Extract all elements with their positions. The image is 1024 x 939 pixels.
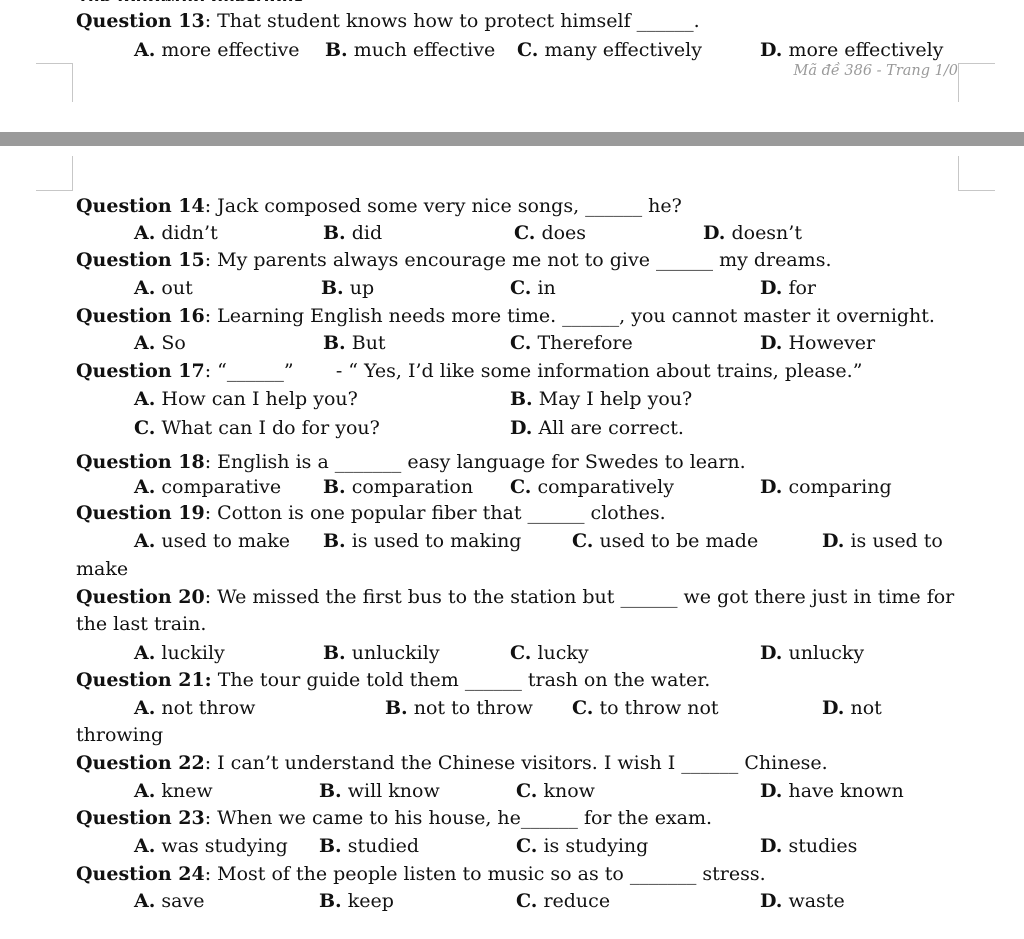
option-d: D. for <box>760 277 817 299</box>
question-label: Question 13 <box>76 10 205 32</box>
option-c: C. know <box>516 780 595 802</box>
question-stem: : English is a _______ easy language for Swedes to learn. <box>204 451 746 473</box>
option-c: C. lucky <box>510 642 589 664</box>
option-d: D. unlucky <box>760 642 865 664</box>
option-a: A. used to make <box>134 530 291 552</box>
question-label: Question 18 <box>76 451 205 473</box>
page-top <box>0 0 1024 132</box>
page-corner-mark <box>958 63 995 102</box>
page-break <box>0 132 1024 146</box>
question-stem: The tour guide told them ______ trash on the water. <box>211 669 711 691</box>
question-label: Question 24 <box>76 863 205 885</box>
option-c: C. is studying <box>516 835 649 857</box>
option-c: C. Therefore <box>510 332 633 354</box>
option-d: D. comparing <box>760 476 892 498</box>
page-corner-mark <box>36 63 73 102</box>
option-d: D. doesn’t <box>703 222 802 244</box>
question-17 <box>76 358 862 384</box>
option-b: B. comparation <box>323 476 474 498</box>
question-stem: : Jack composed some very nice songs, ______ he? <box>204 195 682 217</box>
option-c: C. reduce <box>516 890 611 912</box>
option-a: A. How can I help you? <box>134 388 358 410</box>
option-c: C. comparatively <box>510 476 674 498</box>
page-corner-mark <box>36 156 73 191</box>
question-23 <box>76 805 712 831</box>
option-c: C. What can I do for you? <box>134 417 380 439</box>
question-19 <box>76 500 666 526</box>
option-d: D. not <box>822 697 882 719</box>
cut-off-heading <box>80 0 640 1</box>
question-13 <box>76 8 700 34</box>
option-a: A. So <box>134 332 186 354</box>
option-c: C. to throw not <box>572 697 719 719</box>
option-b: B. not to throw <box>385 697 533 719</box>
question-stem: : Cotton is one popular fiber that ______ clothes. <box>204 502 666 524</box>
option-b: B. much effective <box>325 39 496 61</box>
option-d: D. However <box>760 332 876 354</box>
option-d: D. studies <box>760 835 858 857</box>
question-label: Question 23 <box>76 807 205 829</box>
question-label: Question 15 <box>76 249 205 271</box>
option-a: A. save <box>134 890 205 912</box>
option-b: B. studied <box>319 835 419 857</box>
question-label: Question 16 <box>76 305 205 327</box>
question-18 <box>76 449 746 475</box>
question-label: Question 17 <box>76 360 205 382</box>
option-a: A. was studying <box>134 835 288 857</box>
question-label: Question 21: <box>76 669 212 691</box>
option-d-continuation: throwing <box>76 724 164 746</box>
option-d: D. is used to <box>822 530 943 552</box>
option-a: A. out <box>134 277 193 299</box>
question-stem: : Most of the people listen to music so as to _______ stress. <box>204 863 766 885</box>
question-stem: : That student knows how to protect himself ______. <box>204 10 700 32</box>
question-label: Question 22 <box>76 752 205 774</box>
option-b: B. will know <box>319 780 440 802</box>
question-stem: : Learning English needs more time. ______, you cannot master it overnight. <box>204 305 935 327</box>
option-b: B. keep <box>319 890 394 912</box>
question-16 <box>76 303 935 329</box>
question-20 <box>76 584 954 610</box>
question-15 <box>76 247 831 273</box>
question-stem-line2: the last train. <box>76 613 207 635</box>
question-21 <box>76 667 710 693</box>
question-22 <box>76 750 828 776</box>
question-label: Question 19 <box>76 502 205 524</box>
option-b: B. May I help you? <box>510 388 693 410</box>
question-14 <box>76 193 682 219</box>
option-b: B. up <box>321 277 375 299</box>
option-a: A. more effective <box>134 39 300 61</box>
option-c: C. in <box>510 277 556 299</box>
page-footer: Mã đề 386 - Trang 1/0 <box>793 63 958 79</box>
question-24 <box>76 861 766 887</box>
option-b: B. But <box>323 332 386 354</box>
option-d-continuation: make <box>76 558 129 580</box>
question-stem: : We missed the first bus to the station but ______ we got there just in time for <box>204 586 955 608</box>
option-c: C. used to be made <box>572 530 759 552</box>
option-c: C. does <box>514 222 587 244</box>
page-corner-mark <box>958 156 995 191</box>
question-stem: : My parents always encourage me not to give ______ my dreams. <box>204 249 832 271</box>
option-a: A. comparative <box>134 476 282 498</box>
option-d: D. waste <box>760 890 845 912</box>
question-label: Question 20 <box>76 586 205 608</box>
question-label: Question 14 <box>76 195 205 217</box>
option-a: A. knew <box>134 780 213 802</box>
question-stem: : I can’t understand the Chinese visitors. I wish I ______ Chinese. <box>204 752 828 774</box>
option-b: B. is used to making <box>323 530 522 552</box>
option-d: D. All are correct. <box>510 417 684 439</box>
question-stem: : When we came to his house, he______ for the exam. <box>204 807 713 829</box>
option-b: B. unluckily <box>323 642 440 664</box>
option-b: B. did <box>323 222 383 244</box>
option-a: A. didn’t <box>134 222 218 244</box>
question-stem: : “______” - “ Yes, I’d like some information about trains, please.” <box>204 360 863 382</box>
page-bottom <box>0 146 1024 939</box>
option-a: A. luckily <box>134 642 225 664</box>
option-a: A. not throw <box>134 697 256 719</box>
option-c: C. many effectively <box>517 39 702 61</box>
option-d: D. more effectively <box>760 39 944 61</box>
option-d: D. have known <box>760 780 904 802</box>
